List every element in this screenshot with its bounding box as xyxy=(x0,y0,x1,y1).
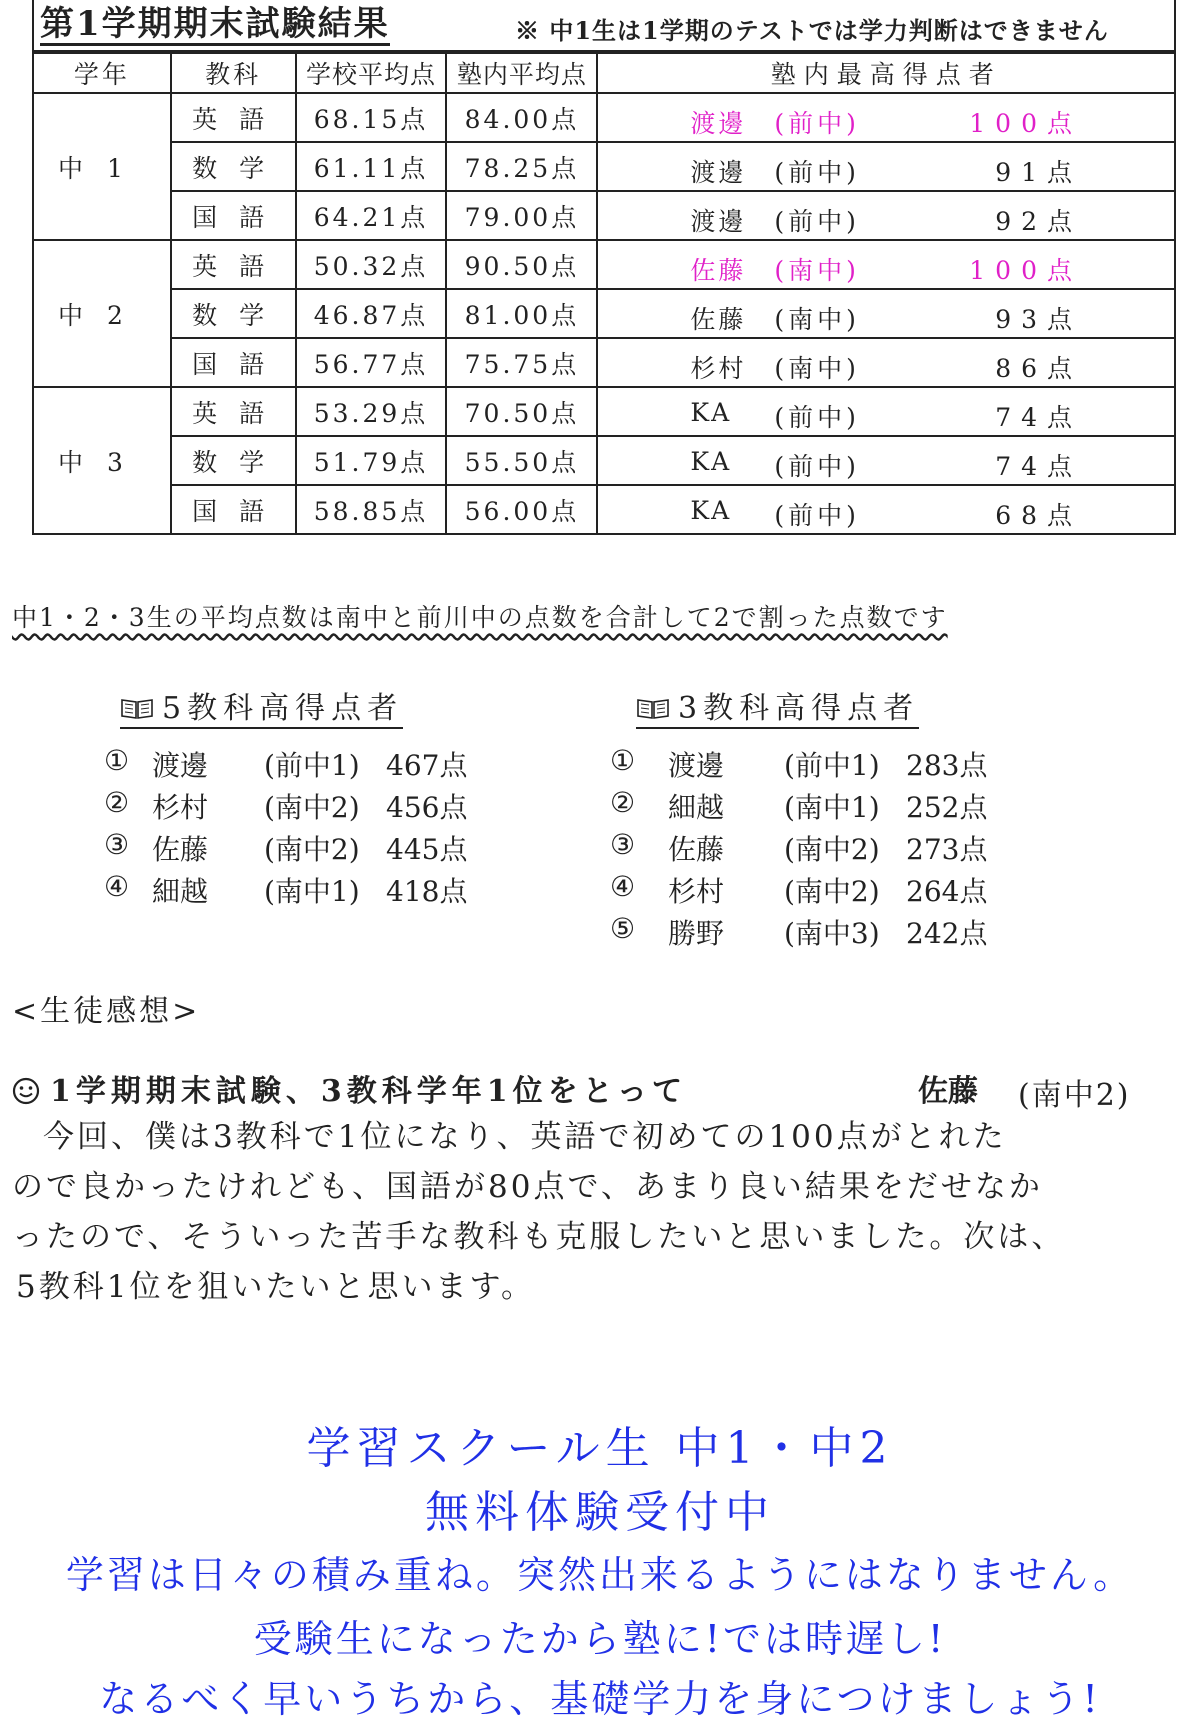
juku-avg-cell: 78.25点 xyxy=(446,142,597,191)
top-scorer-cell xyxy=(597,93,1175,142)
juku-avg-cell: 70.50点 xyxy=(446,387,597,436)
school-avg-cell: 51.79点 xyxy=(296,436,447,485)
ranking-name: 杉村 xyxy=(152,791,209,824)
header-top-scorer: 塾内最高得点者 xyxy=(597,53,1175,93)
ranking-rank: ② xyxy=(104,786,130,819)
school-avg-cell: 53.29点 xyxy=(296,387,447,436)
five-subject-title: 5教科高得点者 xyxy=(162,691,404,726)
book-icon xyxy=(120,696,154,720)
school-avg-cell: 56.77点 xyxy=(296,338,447,387)
ranking-school: (南中2) xyxy=(784,875,880,908)
top-scorer-name: KA xyxy=(690,398,733,427)
results-table xyxy=(32,52,1176,535)
ranking-score: 252点 xyxy=(906,791,988,824)
juku-avg-cell: 56.00点 xyxy=(446,485,597,534)
promo-line-1: 学習スクール生 中1・中2 xyxy=(306,1423,894,1474)
juku-avg-cell: 81.00点 xyxy=(446,289,597,338)
top-scorer-school: (前中) xyxy=(774,403,860,432)
comment-line: 今回、僕は3教科で1位になり、英語で初めての100点がとれた xyxy=(43,1119,1007,1155)
ranking-school: (南中2) xyxy=(264,791,360,824)
ranking-score: 242点 xyxy=(906,917,988,950)
subject-cell: 英語 xyxy=(171,240,296,289)
ranking-score: 456点 xyxy=(386,791,468,824)
ranking-name: 細越 xyxy=(668,791,725,824)
school-avg-cell: 61.11点 xyxy=(296,142,447,191)
table-header-row xyxy=(33,53,1175,93)
ranking-score: 283点 xyxy=(906,749,988,782)
ranking-name: 細越 xyxy=(152,875,209,908)
top-scorer-score: 74点 xyxy=(995,403,1082,432)
ranking-school: (南中2) xyxy=(784,833,880,866)
comment-line: ので良かったけれども、国語が80点で、あまり良い結果をだせなか xyxy=(12,1169,1043,1205)
top-scorer-name: 佐藤 xyxy=(690,256,747,285)
comment-line: 5教科1位を狙いたいと思います。 xyxy=(16,1269,535,1305)
school-avg-cell: 64.21点 xyxy=(296,191,447,240)
top-scorer-school: (南中) xyxy=(774,256,860,285)
book-icon xyxy=(636,696,670,720)
school-avg-cell: 50.32点 xyxy=(296,240,447,289)
top-scorer-cell xyxy=(597,142,1175,191)
comment-heading: 1学期期末試験、3教科学年1位をとって xyxy=(50,1074,688,1109)
ranking-score: 445点 xyxy=(386,833,468,866)
ranking-rank: ① xyxy=(104,744,130,777)
ranking-name: 佐藤 xyxy=(152,833,209,866)
top-scorer-cell xyxy=(597,240,1175,289)
ranking-school: (南中1) xyxy=(264,875,360,908)
header-subject: 教科 xyxy=(171,53,296,93)
subject-cell: 英語 xyxy=(171,93,296,142)
ranking-name: 勝野 xyxy=(668,917,725,950)
comments-section-title: <生徒感想> xyxy=(12,994,201,1029)
top-scorer-school: (前中) xyxy=(774,109,860,138)
grade-cell: 中1 xyxy=(33,93,171,240)
school-avg-cell: 46.87点 xyxy=(296,289,447,338)
top-scorer-score: 100点 xyxy=(969,256,1082,285)
top-scorer-score: 91点 xyxy=(995,158,1082,187)
grade-cell: 中2 xyxy=(33,240,171,387)
ranking-school: (南中1) xyxy=(784,791,880,824)
ranking-rank: ② xyxy=(610,786,636,819)
ranking-rank: ③ xyxy=(610,828,636,861)
table-row xyxy=(33,387,1175,436)
top-scorer-cell xyxy=(597,338,1175,387)
juku-avg-cell: 55.50点 xyxy=(446,436,597,485)
ranking-rank: ④ xyxy=(610,870,636,903)
header-school-avg: 学校平均点 xyxy=(296,53,447,93)
five-subject-title-wrap xyxy=(120,692,403,729)
subject-cell: 国語 xyxy=(171,191,296,240)
table-row xyxy=(33,142,1175,191)
ranking-name: 渡邊 xyxy=(152,749,209,782)
top-scorer-cell xyxy=(597,387,1175,436)
ranking-rank: ③ xyxy=(104,828,130,861)
top-scorer-score: 86点 xyxy=(995,354,1082,383)
promo-line-5: なるべく早いうちから、基礎学力を身につけましょう! xyxy=(99,1677,1101,1721)
table-row xyxy=(33,289,1175,338)
ranking-school: (南中3) xyxy=(784,917,880,950)
ranking-name: 渡邊 xyxy=(668,749,725,782)
grade-cell: 中3 xyxy=(33,387,171,534)
top-scorer-score: 74点 xyxy=(995,452,1082,481)
juku-avg-cell: 79.00点 xyxy=(446,191,597,240)
top-scorer-name: 渡邊 xyxy=(690,207,747,236)
school-avg-cell: 58.85点 xyxy=(296,485,447,534)
promo-line-3: 学習は日々の積み重ね。突然出来るようにはなりません。 xyxy=(65,1553,1135,1597)
table-row xyxy=(33,338,1175,387)
top-scorer-cell xyxy=(597,436,1175,485)
header-note: ※ 中1生は1学期のテストでは学力判断はできません xyxy=(515,16,1109,45)
promo-line-4: 受験生になったから塾に!では時遅し! xyxy=(253,1617,947,1661)
average-note: 中1・2・3生の平均点数は南中と前川中の点数を合計して2で割った点数です xyxy=(12,603,948,632)
ranking-name: 佐藤 xyxy=(668,833,725,866)
ranking-school: (南中2) xyxy=(264,833,360,866)
comment-author-grade: (南中2) xyxy=(1018,1078,1131,1113)
school-avg-cell: 68.15点 xyxy=(296,93,447,142)
top-scorer-school: (前中) xyxy=(774,452,860,481)
ranking-rank: ④ xyxy=(104,870,130,903)
top-scorer-score: 68点 xyxy=(995,501,1082,530)
smiley-icon xyxy=(12,1077,40,1105)
top-scorer-name: KA xyxy=(690,447,733,476)
results-body xyxy=(33,93,1175,534)
ranking-name: 杉村 xyxy=(668,875,725,908)
subject-cell: 数学 xyxy=(171,289,296,338)
promo-line-2: 無料体験受付中 xyxy=(425,1487,775,1538)
subject-cell: 数学 xyxy=(171,142,296,191)
table-row xyxy=(33,191,1175,240)
juku-avg-cell: 84.00点 xyxy=(446,93,597,142)
top-scorer-school: (前中) xyxy=(774,207,860,236)
ranking-score: 467点 xyxy=(386,749,468,782)
ranking-score: 273点 xyxy=(906,833,988,866)
top-scorer-name: 渡邊 xyxy=(690,109,747,138)
top-scorer-cell xyxy=(597,191,1175,240)
header-juku-avg: 塾内平均点 xyxy=(446,53,597,93)
top-scorer-school: (南中) xyxy=(774,305,860,334)
ranking-rank: ⑤ xyxy=(610,912,636,945)
comment-line: ったので、そういった苦手な教科も克服したいと思いました。次は、 xyxy=(12,1219,1066,1255)
juku-avg-cell: 75.75点 xyxy=(446,338,597,387)
three-subject-title-wrap xyxy=(636,692,919,729)
top-scorer-score: 100点 xyxy=(969,109,1082,138)
table-row xyxy=(33,240,1175,289)
subject-cell: 数学 xyxy=(171,436,296,485)
ranking-school: (前中1) xyxy=(264,749,360,782)
three-subject-title: 3教科高得点者 xyxy=(678,691,920,726)
comment-body xyxy=(12,1112,1188,1312)
page-title: 第1学期期末試験結果 xyxy=(40,4,390,44)
header-grade: 学年 xyxy=(33,53,171,93)
subject-cell: 国語 xyxy=(171,338,296,387)
ranking-score: 418点 xyxy=(386,875,468,908)
ranking-rank: ① xyxy=(610,744,636,777)
top-scorer-name: 佐藤 xyxy=(690,305,747,334)
top-scorer-name: KA xyxy=(690,496,733,525)
ranking-score: 264点 xyxy=(906,875,988,908)
top-scorer-score: 92点 xyxy=(995,207,1082,236)
top-scorer-school: (南中) xyxy=(774,354,860,383)
top-scorer-name: 渡邊 xyxy=(690,158,747,187)
comment-heading-wrap xyxy=(12,1066,687,1110)
subject-cell: 英語 xyxy=(171,387,296,436)
top-scorer-name: 杉村 xyxy=(690,354,747,383)
top-scorer-school: (前中) xyxy=(774,158,860,187)
top-scorer-cell xyxy=(597,485,1175,534)
ranking-school: (前中1) xyxy=(784,749,880,782)
top-scorer-score: 93点 xyxy=(995,305,1082,334)
top-scorer-school: (前中) xyxy=(774,501,860,530)
juku-avg-cell: 90.50点 xyxy=(446,240,597,289)
table-row xyxy=(33,436,1175,485)
table-row xyxy=(33,485,1175,534)
top-scorer-cell xyxy=(597,289,1175,338)
comment-author: 佐藤 xyxy=(918,1074,978,1109)
subject-cell: 国語 xyxy=(171,485,296,534)
table-row xyxy=(33,93,1175,142)
